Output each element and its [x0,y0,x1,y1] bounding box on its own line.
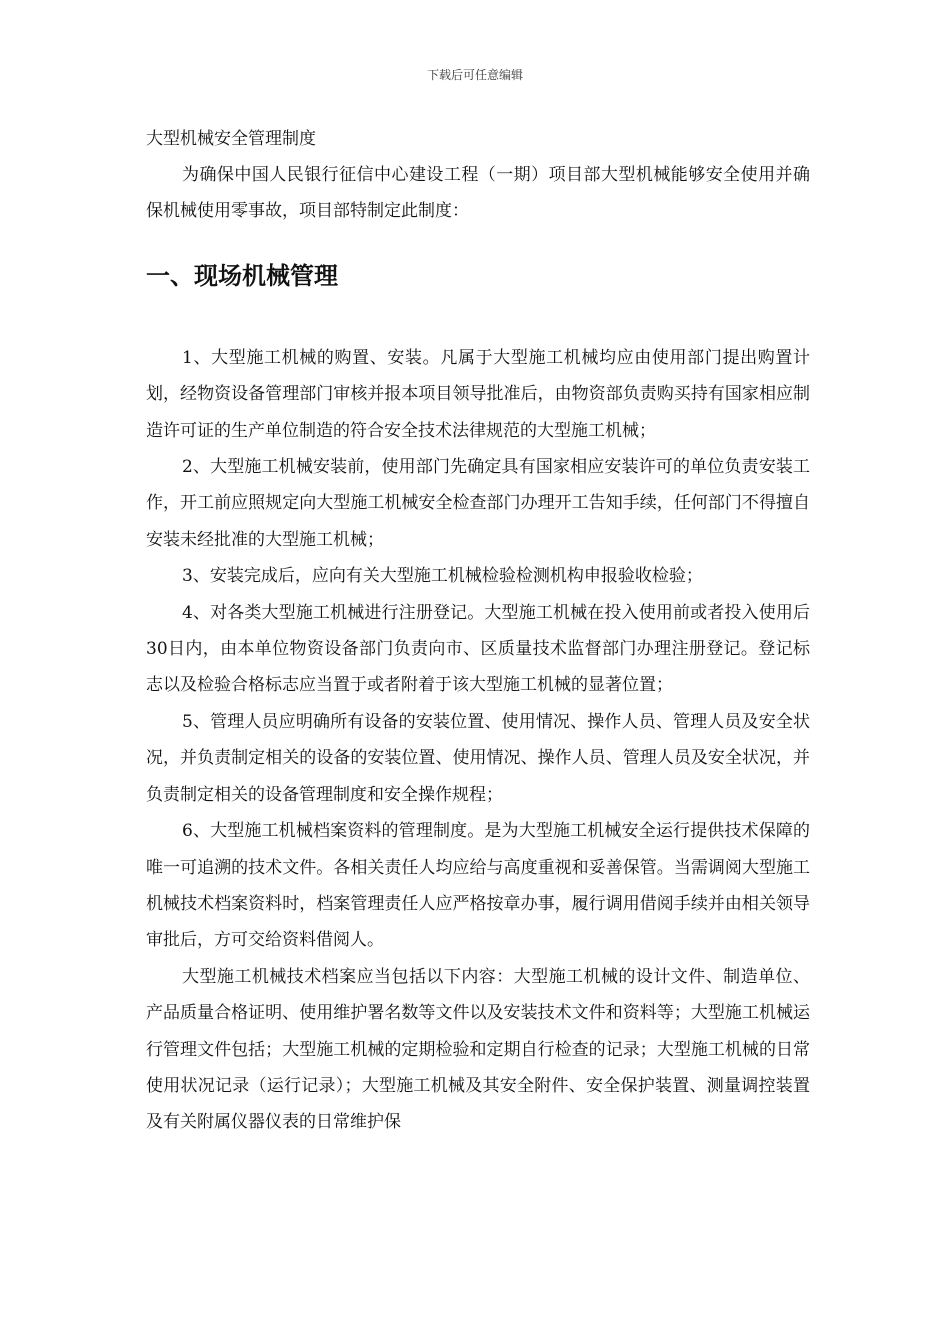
document-body [146,121,810,1141]
paragraph-item-2: 2、大型施工机械安装前，使用部门先确定具有国家相应安装许可的单位负责安装工作，开工前应照规定向大型施工机械安全检查部门办理开工告知手续，任何部门不得擅自安装未经批准的大型施工机械； [146,457,810,550]
paragraph-archive-contents: 大型施工机械技术档案应当包括以下内容：大型施工机械的设计文件、制造单位、产品质量合格证明、使用维护署名数等文件以及安装技术文件和资料等；大型施工机械运行管理文件包括；大型施工机械的定期检验和定期自行检查的记录；大型施工机械的日常使用状况记录（运行记录）；大型施工机械及其安全附件、安全保护装置、测量调控装置及有关附属仪器仪表的日常维护保 [146,966,810,1133]
header-note: 下载后可任意编辑 [426,68,523,82]
paragraph-item-3: 3、安装完成后，应向有关大型施工机械检验检测机构申报验收检验； [182,566,703,587]
section-heading: 一、现场机械管理 [146,261,338,290]
document-title: 大型机械安全管理制度 [146,129,316,149]
paragraph-item-4: 4、对各类大型施工机械进行注册登记。大型施工机械在投入使用前或者投入使用后30日内，由本单位物资设备部门负责向市、区质量技术监督部门办理注册登记。登记标志以及检验合格标志应当置于或者附着于该大型施工机械的显著位置； [146,602,810,696]
paragraph-item-5: 5、管理人员应明确所有设备的安装位置、使用情况、操作人员、管理人员及安全状况，并负责制定相关的设备的安装位置、使用情况、操作人员、管理人员及安全状况，并负责制定相关的设备管理制度和安全操作规程； [146,711,810,805]
paragraph-item-1: 1、大型施工机械的购置、安装。凡属于大型施工机械均应由使用部门提出购置计划，经物资设备管理部门审核并报本项目领导批准后，由物资部负责购买持有国家相应制造许可证的生产单位制造的符合安全技术法律规范的大型施工机械； [146,347,810,441]
intro-paragraph: 为确保中国人民银行征信中心建设工程（一期）项目部大型机械能够安全使用并确保机械使用零事故，项目部特制定此制度： [146,165,810,222]
paragraph-item-6: 6、大型施工机械档案资料的管理制度。是为大型施工机械安全运行提供技术保障的唯一可追溯的技术文件。各相关责任人均应给与高度重视和妥善保管。当需调阅大型施工机械技术档案资料时，档案管理责任人应严格按章办事，履行调用借阅手续并由相关领导审批后，方可交给资料借阅人。 [146,821,810,951]
